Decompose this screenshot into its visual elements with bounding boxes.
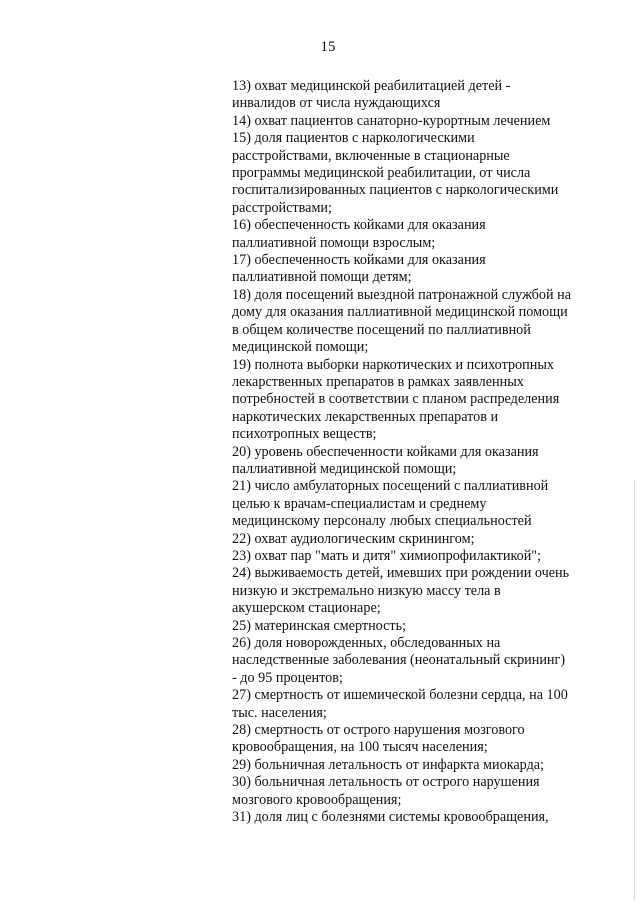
text-line: наследственные заболевания (неонатальный скрининг) <box>232 652 566 669</box>
text-line: 21) число амбулаторных посещений с паллиативной <box>232 478 549 495</box>
text-line: расстройствами; <box>232 199 332 216</box>
text-line: 14) охват пациентов санаторно-курортным лечением <box>232 112 551 129</box>
text-line: 30) больничная летальность от острого нарушения <box>232 774 540 791</box>
text-line: 25) материнская смертность; <box>232 617 407 634</box>
text-line: акушерском стационаре; <box>232 600 381 617</box>
text-line: 28) смертность от острого нарушения мозгового <box>232 722 525 739</box>
text-line: психотропных веществ; <box>232 426 377 443</box>
text-line: целью к врачам-специалистам и среднему <box>232 495 487 512</box>
text-line: расстройствами, включенные в стационарные <box>232 147 510 164</box>
text-line: паллиативной помощи детям; <box>232 269 412 286</box>
text-line: 27) смертность от ишемической болезни сердца, на 100 <box>232 687 568 704</box>
text-line: мозгового кровообращения; <box>232 791 402 808</box>
text-line: 26) доля новорожденных, обследованных на <box>232 635 501 651</box>
page-number: 15 <box>320 39 336 55</box>
text-line: 19) полнота выборки наркотических и психотропных <box>232 356 554 373</box>
text-line: тыс. населения; <box>232 704 327 721</box>
text-line: инвалидов от числа нуждающихся <box>232 95 441 112</box>
text-line: наркотических лекарственных препаратов и <box>232 408 499 425</box>
text-line: 31) доля лиц с болезнями системы кровообращения, <box>232 809 549 826</box>
text-line: 29) больничная летальность от инфаркта миокарда; <box>232 756 545 773</box>
text-line: 15) доля пациентов с наркологическими <box>232 130 475 147</box>
text-line: кровообращения, на 100 тысяч населения; <box>232 739 488 756</box>
text-line: потребностей в соответствии с планом распределения <box>232 391 560 408</box>
text-line: 13) охват медицинской реабилитацией детей - <box>232 78 511 94</box>
text-line: программы медицинской реабилитации, от числа <box>232 165 531 182</box>
text-line: медицинскому персоналу любых специальностей <box>232 513 532 530</box>
text-line: дому для оказания паллиативной медицинской помощи <box>232 304 568 321</box>
text-line: лекарственных препаратов в рамках заявленных <box>232 373 524 390</box>
text-line: паллиативной помощи взрослым; <box>232 234 436 251</box>
text-line: в общем количестве посещений по паллиативной <box>232 321 531 338</box>
text-line: 18) доля посещений выездной патронажной службой на <box>232 286 572 303</box>
text-line: госпитализированных пациентов с наркологическими <box>232 182 559 199</box>
text-line: паллиативной медицинской помощи; <box>232 460 457 477</box>
text-line: - до 95 процентов; <box>232 669 343 686</box>
text-line: низкую и экстремально низкую массу тела в <box>232 582 501 599</box>
text-line: 16) обеспеченность койками для оказания <box>232 217 486 234</box>
text-line: 24) выживаемость детей, имевших при рождении очень <box>232 565 570 582</box>
text-line: медицинской помощи; <box>232 339 369 356</box>
text-line: 22) охват аудиологическим скринингом; <box>232 530 475 547</box>
text-line: 17) обеспеченность койками для оказания <box>232 252 486 269</box>
scan-edge-divider <box>634 480 635 900</box>
text-line: 23) охват пар "мать и дитя" химиопрофилактикой"; <box>232 547 542 564</box>
document-body <box>232 78 612 826</box>
text-line: 20) уровень обеспеченности койками для оказания <box>232 443 539 460</box>
